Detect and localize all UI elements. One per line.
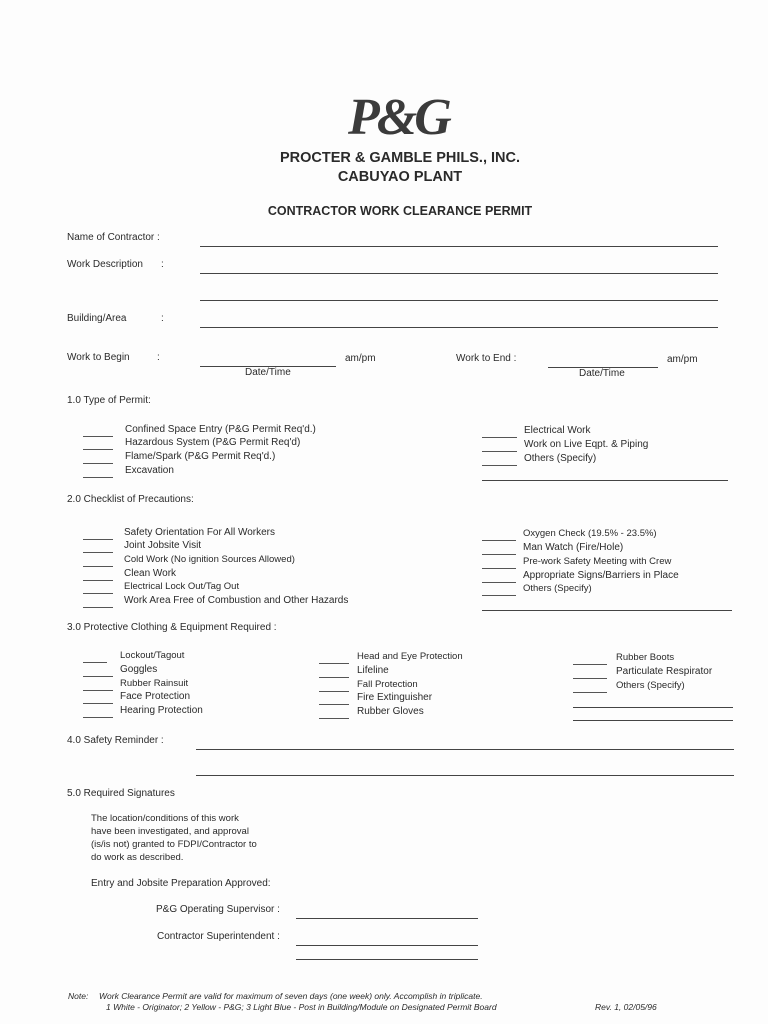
permit-blank[interactable]: [482, 437, 517, 438]
permit-blank[interactable]: [83, 436, 113, 437]
precaution-item: Safety Orientation For All Workers: [124, 527, 275, 538]
equipment-others-field-1[interactable]: [573, 707, 733, 708]
equipment-item: Lockout/Tagout: [120, 650, 185, 661]
equipment-others-field-2[interactable]: [573, 720, 733, 721]
equipment-blank[interactable]: [83, 717, 113, 718]
note-label: Note:: [68, 991, 89, 1001]
equipment-item: Fall Protection: [357, 679, 418, 690]
revision-label: Rev. 1, 02/05/96: [595, 1002, 657, 1012]
pg-logo: P&G: [348, 89, 449, 146]
precaution-blank[interactable]: [83, 593, 113, 594]
precaution-item: Electrical Lock Out/Tag Out: [124, 581, 240, 592]
permit-item: Confined Space Entry (P&G Permit Req'd.): [125, 424, 316, 435]
note-line-2: 1 White - Originator; 2 Yellow - P&G; 3 Light Blue - Post in Building/Module on Designated Permit Board: [106, 1002, 497, 1012]
work-begin-ampm: am/pm: [345, 353, 376, 364]
precaution-others-field[interactable]: [482, 610, 732, 611]
equipment-item: Head and Eye Protection: [357, 651, 463, 662]
work-begin-datetime: Date/Time: [245, 367, 291, 378]
statement-line: The location/conditions of this work: [91, 813, 239, 824]
precaution-blank[interactable]: [83, 566, 113, 567]
equipment-blank[interactable]: [319, 677, 349, 678]
precaution-blank[interactable]: [482, 554, 516, 555]
equipment-blank[interactable]: [319, 663, 349, 664]
supervisor-signature-field[interactable]: [296, 918, 478, 919]
precaution-blank[interactable]: [83, 539, 113, 540]
work-description-label: Work Description: [67, 259, 143, 270]
note-line-1: Work Clearance Permit are valid for maximum of seven days (one week) only. Accomplish in triplicate.: [99, 991, 483, 1001]
work-description-field-1[interactable]: [200, 273, 718, 274]
precaution-item: Joint Jobsite Visit: [124, 540, 202, 551]
superintendent-signature-field-2[interactable]: [296, 959, 478, 960]
building-label: Building/Area: [67, 313, 127, 324]
form-title: CONTRACTOR WORK CLEARANCE PERMIT: [267, 204, 533, 218]
precaution-blank[interactable]: [482, 540, 516, 541]
precaution-item: Others (Specify): [523, 583, 592, 594]
equipment-blank[interactable]: [83, 662, 107, 663]
permit-blank[interactable]: [83, 449, 113, 450]
building-field[interactable]: [200, 327, 718, 328]
equipment-blank[interactable]: [319, 691, 349, 692]
equipment-item: Rubber Rainsuit: [120, 678, 189, 689]
statement-line: do work as described.: [91, 852, 184, 863]
equipment-item: Fire Extinguisher: [357, 692, 433, 703]
supervisor-label: P&G Operating Supervisor :: [156, 904, 280, 915]
equipment-blank[interactable]: [573, 678, 607, 679]
equipment-blank[interactable]: [83, 703, 113, 704]
equipment-blank[interactable]: [319, 704, 349, 705]
permit-item: Electrical Work: [524, 425, 591, 436]
precaution-item: Man Watch (Fire/Hole): [523, 542, 624, 553]
superintendent-signature-field-1[interactable]: [296, 945, 478, 946]
work-description-field-2[interactable]: [200, 300, 718, 301]
precaution-blank[interactable]: [482, 568, 516, 569]
equipment-blank[interactable]: [573, 664, 607, 665]
work-end-label: Work to End :: [456, 353, 517, 364]
permit-item: Hazardous System (P&G Permit Req'd): [125, 437, 301, 448]
section2-title: 2.0 Checklist of Precautions:: [67, 494, 194, 505]
contractor-field[interactable]: [200, 246, 718, 247]
permit-others-field[interactable]: [482, 480, 728, 481]
statement-line: have been investigated, and approval: [91, 826, 249, 837]
equipment-item: Hearing Protection: [120, 705, 203, 716]
equipment-item: Goggles: [120, 664, 158, 675]
equipment-item: Others (Specify): [616, 680, 685, 691]
precaution-item: Oxygen Check (19.5% - 23.5%): [523, 528, 657, 539]
section4-title: 4.0 Safety Reminder :: [67, 735, 164, 746]
work-end-datetime: Date/Time: [579, 368, 625, 379]
equipment-blank[interactable]: [319, 718, 349, 719]
precaution-item: Clean Work: [124, 568, 177, 579]
statement-line: (is/is not) granted to FDPI/Contractor to: [91, 839, 257, 850]
equipment-blank[interactable]: [83, 676, 113, 677]
permit-blank[interactable]: [83, 477, 113, 478]
work-description-colon: :: [161, 259, 164, 270]
equipment-item: Lifeline: [357, 665, 389, 676]
permit-item: Work on Live Eqpt. & Piping: [524, 439, 649, 450]
precaution-blank[interactable]: [83, 552, 113, 553]
equipment-item: Rubber Gloves: [357, 706, 424, 717]
safety-reminder-field-2[interactable]: [196, 775, 734, 776]
precaution-blank[interactable]: [83, 580, 113, 581]
work-begin-label: Work to Begin: [67, 352, 130, 363]
superintendent-label: Contractor Superintendent :: [157, 931, 280, 942]
section5-title: 5.0 Required Signatures: [67, 788, 175, 799]
building-colon: :: [161, 313, 164, 324]
equipment-blank[interactable]: [83, 690, 113, 691]
approved-label: Entry and Jobsite Preparation Approved:: [91, 878, 271, 889]
section1-title: 1.0 Type of Permit:: [67, 395, 151, 406]
company-name: PROCTER & GAMBLE PHILS., INC.: [279, 150, 521, 166]
safety-reminder-field-1[interactable]: [196, 749, 734, 750]
work-begin-colon: :: [157, 352, 160, 363]
permit-item: Flame/Spark (P&G Permit Req'd.): [125, 451, 276, 462]
plant-name: CABUYAO PLANT: [337, 169, 463, 185]
permit-blank[interactable]: [482, 465, 517, 466]
permit-item: Excavation: [125, 465, 174, 476]
contractor-label: Name of Contractor :: [67, 232, 160, 243]
precaution-blank[interactable]: [83, 607, 113, 608]
equipment-item: Face Protection: [120, 691, 191, 702]
precaution-item: Pre-work Safety Meeting with Crew: [523, 556, 672, 567]
precaution-blank[interactable]: [482, 582, 516, 583]
equipment-blank[interactable]: [573, 692, 607, 693]
precaution-blank[interactable]: [482, 595, 516, 596]
section3-title: 3.0 Protective Clothing & Equipment Required :: [67, 622, 277, 633]
permit-blank[interactable]: [83, 463, 113, 464]
precaution-item: Appropriate Signs/Barriers in Place: [523, 570, 679, 581]
equipment-item: Rubber Boots: [616, 652, 675, 663]
work-end-ampm: am/pm: [667, 354, 698, 365]
precaution-item: Work Area Free of Combustion and Other Hazards: [124, 595, 349, 606]
permit-item: Others (Specify): [524, 453, 597, 464]
permit-blank[interactable]: [482, 451, 517, 452]
equipment-item: Particulate Respirator: [616, 666, 713, 677]
precaution-item: Cold Work (No ignition Sources Allowed): [124, 554, 295, 565]
